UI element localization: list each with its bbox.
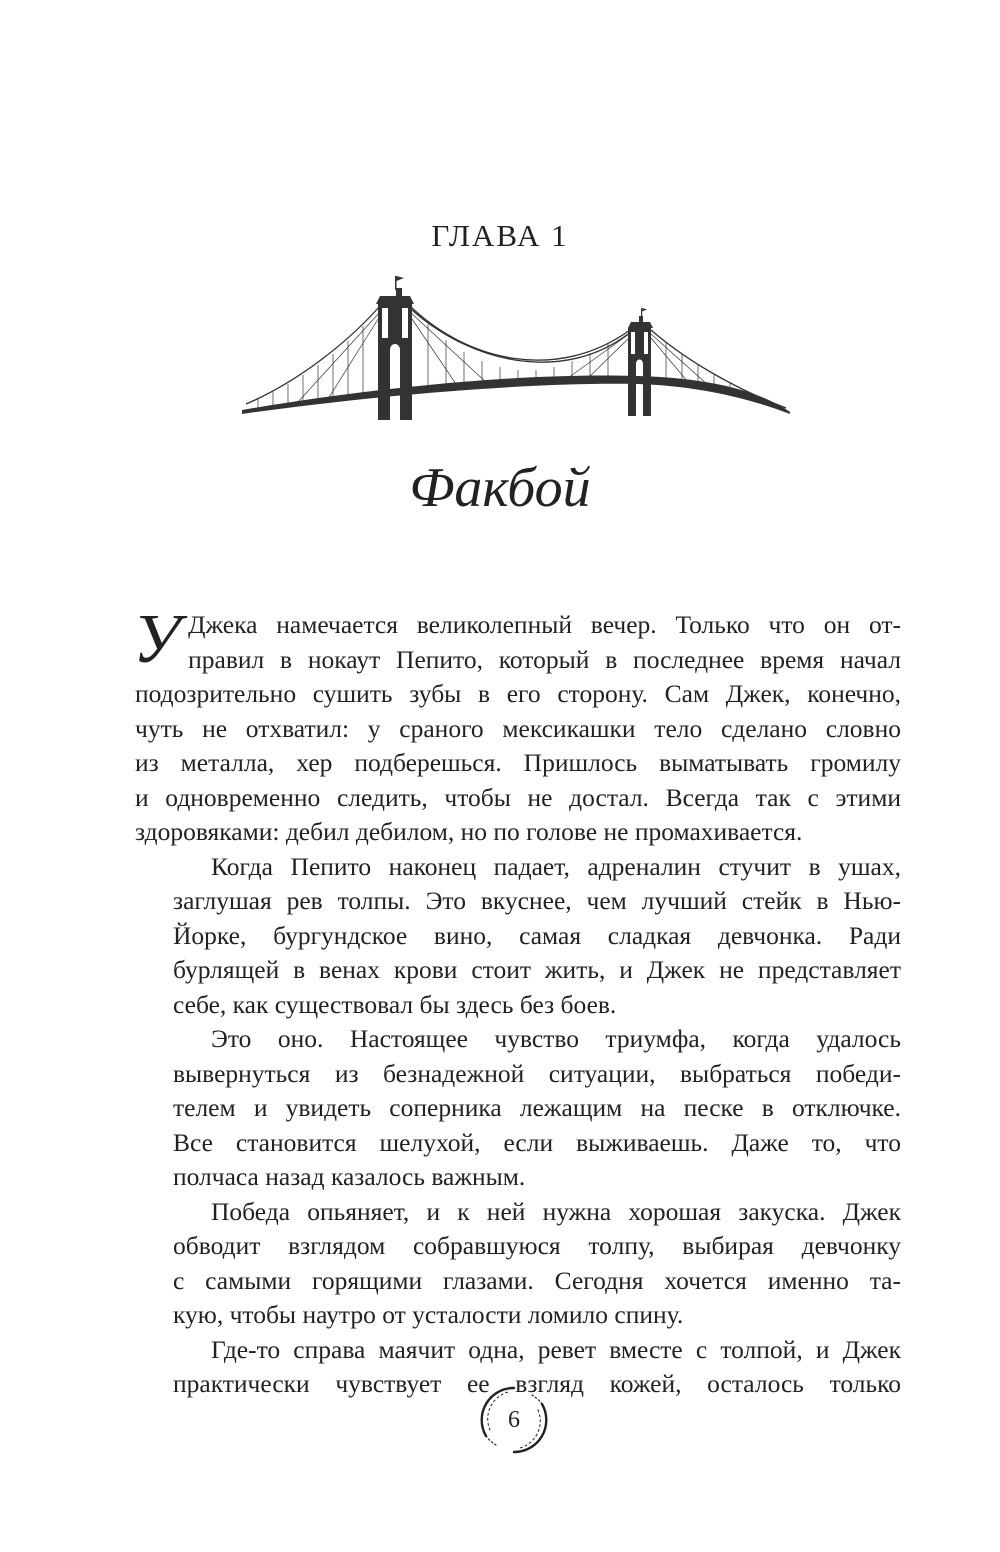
text-line: себе, как существовал бы здесь без боев. (173, 989, 617, 1019)
text-line: подозрительно сушить зубы в его сторону. Сам Джек, конечно, (135, 679, 901, 708)
text-line: Йорке, бургундское вино, самая сладкая девчонка. Ради (173, 920, 901, 950)
drop-cap: У (133, 601, 181, 678)
page-number: 6 (508, 1407, 520, 1433)
text-line: полчаса назад казалось важным. (173, 1162, 526, 1191)
text-line: правил в нокаут Пепито, который в последнее время начал (188, 644, 901, 674)
text-line: Джека намечается великолепный вечер. Только что он от- (188, 610, 901, 639)
text-line: из металла, хер подберешься. Пришлось выматывать громилу (135, 748, 901, 777)
paragraph (133, 601, 901, 850)
text-line: вывернуться из безнадежной ситуации, выбраться победи- (173, 1058, 901, 1088)
text-line: Где-то справа маячит одна, ревет вместе с толпой, и Джек (211, 1334, 901, 1364)
bridge-icon (238, 272, 792, 420)
paragraph (135, 1195, 901, 1333)
text-line: Это оно. Настоящее чувство триумфа, когда удалось (211, 1024, 901, 1053)
paragraph (135, 850, 901, 1023)
text-line: и одновременно следить, чтобы не достал. Всегда так с этими (135, 782, 901, 812)
text-line: с самыми горящими глазами. Сегодня хочется именно та- (173, 1265, 901, 1295)
text-line: обводит взглядом собравшуюся толпу, выбирая девчонку (173, 1231, 901, 1260)
text-line: кую, чтобы наутро от усталости ломило спину. (173, 1300, 684, 1329)
chapter-label: ГЛАВА 1 (431, 218, 569, 253)
chapter-body (133, 601, 901, 1402)
page-number-badge (478, 1384, 550, 1456)
text-line: телем и увидеть соперника лежащим на песке в отключке. (173, 1093, 901, 1122)
chapter-title: Факбой (409, 457, 591, 519)
paragraph (135, 1022, 901, 1195)
text-line: практически чувствует ее взгляд кожей, осталось только (173, 1369, 901, 1398)
text-line: Все становится шелухой, если выживаешь. Даже то, что (173, 1127, 901, 1157)
text-line: заглушая рев толпы. Это вкуснее, чем лучший стейк в Нью- (173, 886, 901, 915)
text-line: здоровяками: дебил дебилом, но по голове не промахивается. (135, 817, 803, 846)
text-line: бурлящей в венах крови стоит жить, и Джек не представляет (173, 955, 901, 984)
text-line: Победа опьяняет, и к ней нужна хорошая закуска. Джек (211, 1196, 901, 1226)
text-line: Когда Пепито наконец падает, адреналин стучит в ушах, (211, 851, 901, 881)
text-line: чуть не отхватил: у сраного мексикашки тело сделано словно (135, 713, 901, 743)
